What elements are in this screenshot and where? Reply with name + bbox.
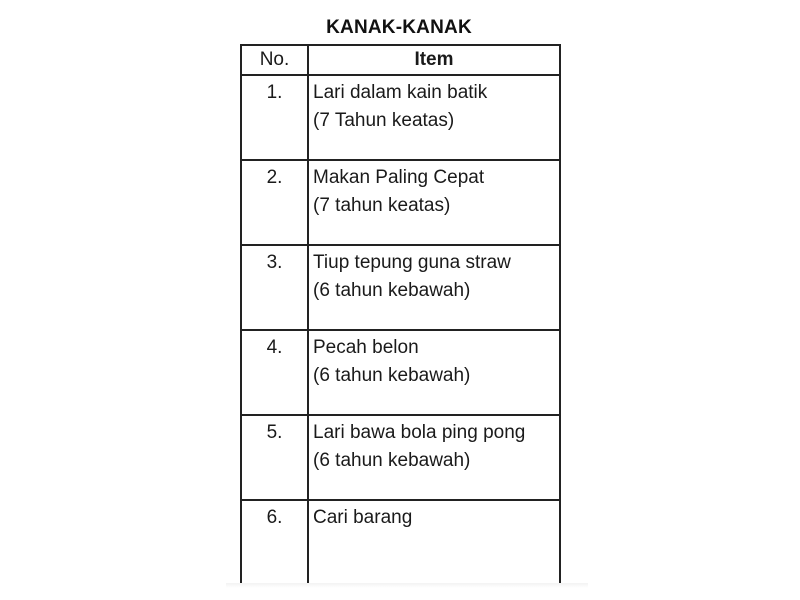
item-age-note: (6 tahun kebawah) (313, 365, 471, 386)
item-cell (308, 330, 560, 415)
item-age-note: (7 tahun keatas) (313, 195, 451, 216)
item-age-note: (7 Tahun keatas) (313, 110, 455, 131)
item-name: Tiup tepung guna straw (313, 252, 511, 273)
item-cell (308, 500, 560, 585)
table-row (241, 245, 560, 330)
header-item: Item (308, 45, 560, 75)
item-name: Lari dalam kain batik (313, 82, 488, 103)
row-number: 5. (241, 415, 308, 500)
page-edge-shadow (226, 583, 588, 588)
item-name: Lari bawa bola ping pong (313, 422, 526, 443)
table-header-row (241, 45, 560, 75)
item-cell (308, 75, 560, 160)
row-number: 6. (241, 500, 308, 585)
row-number: 2. (241, 160, 308, 245)
item-name: Cari barang (313, 507, 413, 528)
item-cell (308, 160, 560, 245)
table-title: KANAK-KANAK (326, 17, 472, 38)
row-number: 3. (241, 245, 308, 330)
item-age-note: (6 tahun kebawah) (313, 280, 471, 301)
items-table (240, 44, 561, 586)
row-number: 4. (241, 330, 308, 415)
item-name: Makan Paling Cepat (313, 167, 485, 188)
header-no: No. (241, 45, 308, 75)
table-row (241, 330, 560, 415)
item-cell (308, 245, 560, 330)
row-number: 1. (241, 75, 308, 160)
table-row (241, 160, 560, 245)
table-row (241, 415, 560, 500)
item-cell (308, 415, 560, 500)
table-row (241, 500, 560, 585)
table-row (241, 75, 560, 160)
item-name: Pecah belon (313, 337, 419, 358)
item-age-note: (6 tahun kebawah) (313, 450, 471, 471)
